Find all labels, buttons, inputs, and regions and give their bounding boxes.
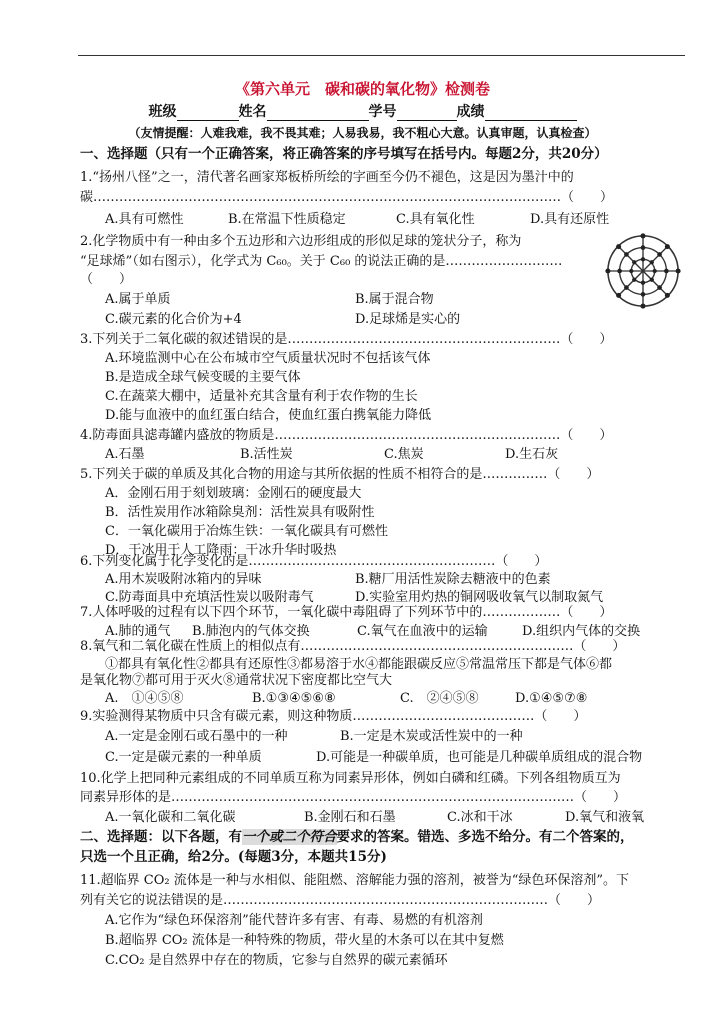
q9-option-b[interactable]: B.一定是木炭或活性炭中的一种 xyxy=(340,729,523,744)
q8-statements: ①都具有氧化性②都具有还原性③都易溶于水④都能跟碳反应⑤常温常压下都是气体⑥都 xyxy=(105,657,613,672)
header-rule xyxy=(78,55,685,56)
q2-answer-paren[interactable]: （ ） xyxy=(80,272,133,287)
section2-heading-cont: 只选一个且正确，给2分。(每题3分，本题共15分) xyxy=(80,849,387,865)
q4-option-a[interactable]: A.石墨 xyxy=(105,447,145,462)
q10-option-c[interactable]: C.冰和干冰 xyxy=(447,810,513,825)
q6-option-d[interactable]: D.实验室用灼热的铜网吸收氧气以制取氮气 xyxy=(355,590,604,605)
q8-option-c[interactable]: C. ②④⑤⑧ xyxy=(400,691,479,706)
q6-option-b[interactable]: B.糖厂用活性炭除去糖液中的色素 xyxy=(355,572,551,587)
section2-heading xyxy=(80,829,634,846)
q3-option-d[interactable]: D.能与血液中的血红蛋白结合，使血红蛋白携氧能力降低 xyxy=(105,408,432,423)
section2-highlight: 一个或二个符合 xyxy=(242,829,337,845)
q3-option-a[interactable]: A.环境监测中心在公布城市空气质量状况时不包括该气体 xyxy=(105,351,431,366)
q8-option-a[interactable]: A. ①④⑤⑧ xyxy=(105,691,184,706)
name-label: 姓名 xyxy=(238,104,267,120)
q5-option-c[interactable]: C．一氧化碳用于冶炼生铁：一氧化碳具有可燃性 xyxy=(105,524,388,539)
q10-stem-cont: 同素异形体的是…………………………………………………………………………………（ ） xyxy=(80,790,627,805)
q7-option-d[interactable]: D.组织内气体的交换 xyxy=(522,624,641,639)
q10-option-a[interactable]: A.一氧化碳和二氧化碳 xyxy=(105,810,236,825)
q9-option-a[interactable]: A.一定是金刚石或石墨中的一种 xyxy=(105,729,288,744)
score-label: 成绩 xyxy=(456,104,485,120)
score-blank[interactable] xyxy=(485,106,577,121)
q5-option-d[interactable]: D．干冰用于人工降雨：干冰升华时吸热 xyxy=(105,543,337,558)
q7-option-b[interactable]: B.肺泡内的气体交换 xyxy=(192,624,310,639)
id-blank[interactable] xyxy=(397,106,457,121)
friendly-tip: （友情提醒：人难我难，我不畏其难；人易我易，我不粗心大意。认真审题，认真检查） xyxy=(128,126,597,140)
q10-option-d[interactable]: D.氧气和液氧 xyxy=(565,810,645,825)
q1-stem: 1.“扬州八怪”之一，清代著名画家郑板桥所绘的字画至今仍不褪色，这是因为墨汁中的 xyxy=(80,170,574,185)
q2-option-c[interactable]: C.碳元素的化合价为+4 xyxy=(105,312,242,327)
q8-option-b[interactable]: B.①③④⑤⑥⑧ xyxy=(252,691,336,706)
q11-option-b[interactable]: B.超临界 CO₂ 流体是一种特殊的物质，带火星的木条可以在其中复燃 xyxy=(105,933,504,948)
q4-option-d[interactable]: D.生石灰 xyxy=(505,447,559,462)
q3-stem: 3.下列关于二氧化碳的叙述错误的是………………………………………………………（ ） xyxy=(80,332,613,347)
q2-option-d[interactable]: D.足球烯是实心的 xyxy=(355,312,461,327)
class-blank[interactable] xyxy=(177,106,239,121)
q4-stem: 4.防毒面具滤毒罐内盛放的物质是…………………………………………………………（ ） xyxy=(80,428,613,443)
q1-stem-cont: 碳………………………………………………………………………………………………（ ） xyxy=(80,190,614,205)
q2-option-a[interactable]: A.属于单质 xyxy=(105,292,171,307)
section2-text-part2: 要求的答案。错选、多选不给分。有二个答案的， xyxy=(336,829,634,845)
q3-option-c[interactable]: C.在蔬菜大棚中，适量补充其含量有利于农作物的生长 xyxy=(105,389,418,404)
q8-stem: 8.氧气和二氧化碳在性质上的相似点有………………………………………………………（ ） xyxy=(80,639,626,654)
q6-option-a[interactable]: A.用木炭吸附冰箱内的异味 xyxy=(105,572,262,587)
q6-stem: 6.下列变化属于化学变化的是…………………………………………………（ ） xyxy=(80,554,548,569)
q8-option-d[interactable]: D.①④⑤⑦⑧ xyxy=(515,691,588,706)
q1-option-d[interactable]: D.具有还原性 xyxy=(530,212,610,227)
q7-option-a[interactable]: A.肺的通气 xyxy=(105,624,171,639)
fullerene-image xyxy=(604,232,682,310)
class-label: 班级 xyxy=(148,104,177,120)
q6-option-c[interactable]: C.防毒面具中充填活性炭以吸附毒气 xyxy=(105,590,314,605)
section2-text-part1: 二、选择题：以下各题，有 xyxy=(80,829,242,845)
q5-stem: 5.下列关于碳的单质及其化合物的用途与其所依据的性质不相符合的是……………（ ） xyxy=(80,467,600,482)
name-blank[interactable] xyxy=(267,106,369,121)
q1-option-c[interactable]: C.具有氧化性 xyxy=(396,212,475,227)
q11-option-a[interactable]: A.它作为“绿色环保溶剂”能代替许多有害、有毒、易燃的有机溶剂 xyxy=(105,913,483,928)
id-label: 学号 xyxy=(368,104,397,120)
q7-stem: 7.人体呼吸的过程有以下四个环节，一氧化碳中毒阻碍了下列环节中的………………（ ） xyxy=(80,605,613,620)
q2-option-b[interactable]: B.属于混合物 xyxy=(355,292,434,307)
q11-option-c[interactable]: C.CO₂ 是自然界中存在的物质，它参与自然界的碳元素循环 xyxy=(105,953,448,968)
student-info-row xyxy=(0,101,725,121)
q11-stem: 11.超临界 CO₂ 流体是一种与水相似、能阻燃、溶解能力强的溶剂，被誉为“绿色环保溶剂”。下 xyxy=(80,873,630,888)
q9-stem: 9.实验测得某物质中只含有碳元素，则这种物质……………………………………（ ） xyxy=(80,709,587,724)
q2-stem: 2.化学物质中有一种由多个五边形和六边形组成的形似足球的笼状分子，称为 xyxy=(80,234,522,249)
q10-stem: 10.化学上把同种元素组成的不同单质互称为同素异形体，例如白磷和红磷。下列各组物质互为 xyxy=(80,771,621,786)
q2-stem-cont: “足球烯”（如右图示），化学式为 C₆₀。关于 C₆₀ 的说法正确的是……………………… xyxy=(80,254,563,269)
q3-option-b[interactable]: B.是造成全球气候变暖的主要气体 xyxy=(105,370,301,385)
q1-option-a[interactable]: A.具有可燃性 xyxy=(105,212,184,227)
q4-option-b[interactable]: B.活性炭 xyxy=(240,447,293,462)
q1-option-b[interactable]: B.在常温下性质稳定 xyxy=(228,212,346,227)
q5-option-b[interactable]: B．活性炭用作冰箱除臭剂：活性炭具有吸附性 xyxy=(105,505,375,520)
q7-option-c[interactable]: C.氧气在血液中的运输 xyxy=(357,624,488,639)
q4-option-c[interactable]: C.焦炭 xyxy=(384,447,424,462)
q5-option-a[interactable]: A．金刚石用于刻划玻璃：金刚石的硬度最大 xyxy=(105,486,362,501)
q9-option-d[interactable]: D.可能是一种碳单质，也可能是几种碳单质组成的混合物 xyxy=(316,750,643,765)
section1-heading: 一、选择题（只有一个正确答案，将正确答案的序号填写在括号内。每题2分，共20分） xyxy=(80,146,608,162)
q11-stem-cont: 列有关它的说法错误的是…………………………………………………………………（ ） xyxy=(80,893,601,908)
q9-option-c[interactable]: C.一定是碳元素的一种单质 xyxy=(105,750,262,765)
q8-statements-cont: 是氧化物⑦都可用于灭火⑧通常状况下密度都比空气大 xyxy=(80,673,393,688)
page-title: 《第六单元 碳和碳的氧化物》检测卷 xyxy=(234,80,490,98)
q10-option-b[interactable]: B.金刚石和石墨 xyxy=(304,810,396,825)
